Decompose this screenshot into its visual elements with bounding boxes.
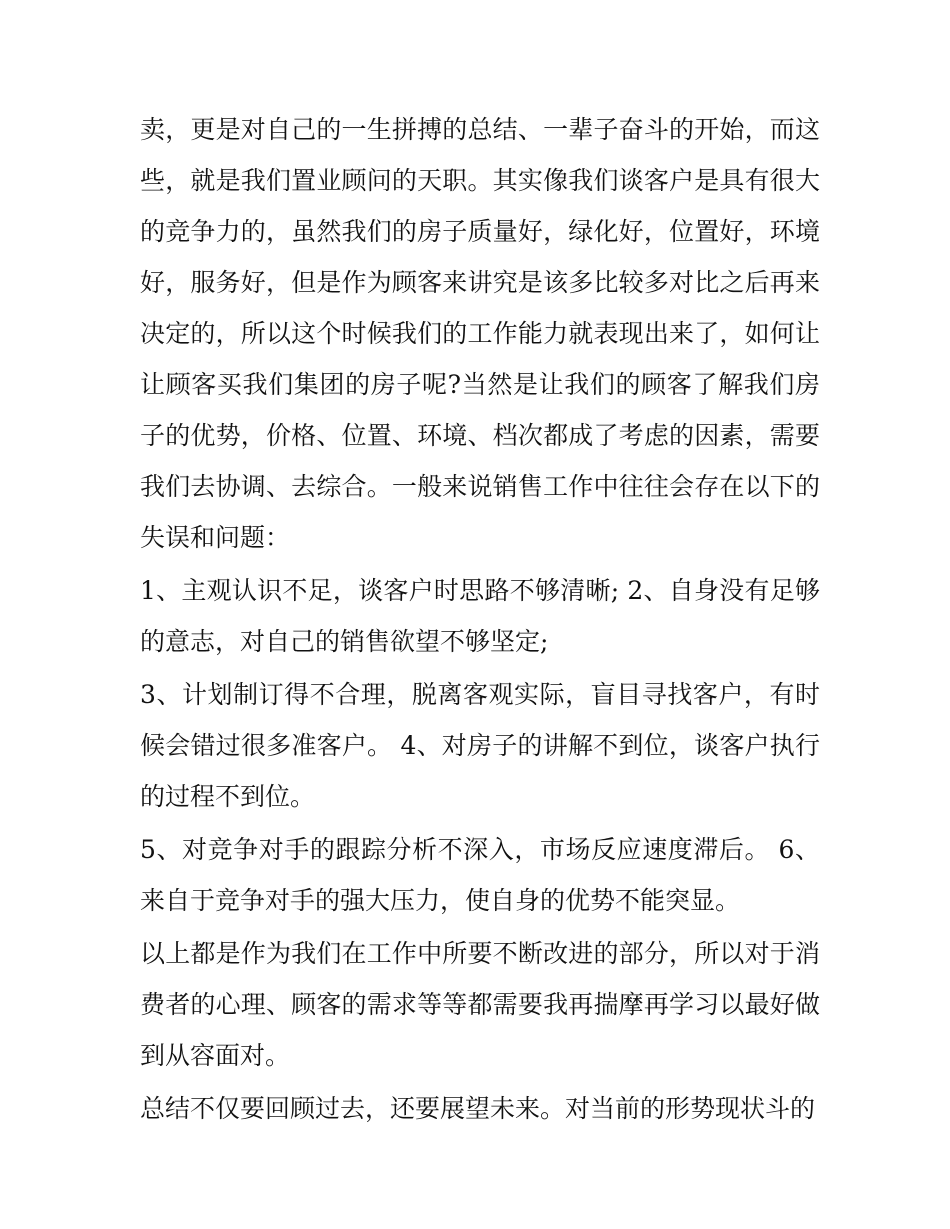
document-page <box>140 104 820 1136</box>
paragraph: 以上都是作为我们在工作中所要不断改进的部分，所以对于消费者的心理、顾客的需求等等都需要我再揣摩再学习以最好做到从容面对。 <box>140 939 820 1070</box>
paragraph: 5、对竞争对手的跟踪分析不深入，市场反应速度滞后。 6、来自于竞争对手的强大压力，使自身的优势不能突显。 <box>140 835 820 915</box>
paragraph: 1、主观认识不足，谈客户时思路不够清晰; 2、自身没有足够的意志，对自己的销售欲望不够坚定; <box>140 576 820 656</box>
paragraph: 总结不仅要回顾过去，还要展望未来。对当前的形势现状斗的 <box>140 1094 816 1123</box>
paragraph: 3、计划制订得不合理，脱离客观实际，盲目寻找客户，有时候会错过很多准客户。 4、对房子的讲解不到位，谈客户执行的过程不到位。 <box>140 680 820 811</box>
paragraph: 卖，更是对自己的一生拼搏的总结、一辈子奋斗的开始，而这些，就是我们置业顾问的天职。其实像我们谈客户是具有很大的竞争力的，虽然我们的房子质量好，绿化好，位置好，环境好，服务好，但是作为顾客来讲究是该多比较多对比之后再来决定的，所以这个时候我们的工作能力就表现出来了，如何让让顾客买我们集团的房子呢?当然是让我们的顾客了解我们房子的优势，价格、位置、环境、档次都成了考虑的因素，需要我们去协调、去综合。一般来说销售工作中往往会存在以下的失误和问题： <box>140 115 820 552</box>
